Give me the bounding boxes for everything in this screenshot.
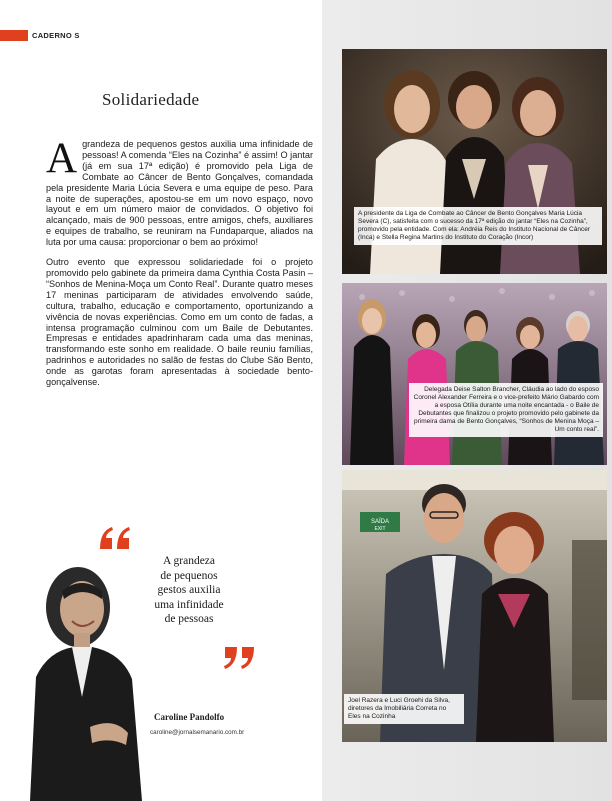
quote-line: de pequenos bbox=[160, 569, 218, 582]
photo-baile bbox=[342, 283, 607, 465]
quote-line: de pessoas bbox=[164, 613, 214, 625]
photo-caption: A presidente da Liga de Combate ao Câncer de Bento Gonçalves Maria Lúcia Severa (C), satisfeita com o sucesso da 17ª edição do jantar “Eles na Cozinha”, promovido pela entidade. Com ela: Andréia Reis do Instituto Nacional de Câncer (Inca) e Stella Regina Martins do Instituto do Coração (Incor) bbox=[354, 207, 602, 245]
quote-line: gestos auxilia bbox=[157, 584, 221, 596]
quote-close-icon bbox=[222, 645, 256, 671]
quote-text bbox=[140, 554, 238, 627]
exit-sign-subtext: EXIT bbox=[374, 526, 386, 532]
photo-imobiliaria bbox=[342, 470, 607, 742]
pull-quote bbox=[0, 525, 322, 801]
article-paragraph-2: Outro evento que expressou solidariedade foi o projeto promovido pelo gabinete da primeira dama Cynthia Costa Pasin – “Sonhos de Menina-Moça um Conto Real”. Durante quatro meses 17 meninas participaram de atividades envolvendo saúde, cultura, trabalho, educação e comportamento, oportunizando a vivência de novas experiências. Como em um conto de fadas, a intensa programação culminou com um Baile de Debutantes. Empresas e entidades apadrinharam cada uma das meninas, transformando este sonho em realidade. O baile reuniu famílias, padrinhos e autoridades no salão de festas do Clube São Bento, onde as garotas foram apresentadas à sociedade bento-gonçalvense. bbox=[46, 257, 313, 388]
columnist-photo bbox=[18, 547, 150, 801]
quote-open-icon bbox=[98, 525, 132, 551]
quote-line: uma infinidade bbox=[154, 598, 224, 611]
article-paragraph-1 bbox=[46, 135, 313, 248]
photo-jantar bbox=[342, 49, 607, 274]
photo-image bbox=[342, 283, 607, 465]
exit-sign-text: SAÍDA bbox=[370, 519, 390, 525]
drop-cap: A bbox=[46, 135, 78, 182]
section-label: CADERNO S bbox=[32, 31, 80, 40]
section-tag bbox=[0, 30, 80, 41]
author-email: caroline@jornalsemanario.com.br bbox=[150, 729, 245, 736]
quote-line: A grandeza bbox=[162, 555, 216, 567]
paragraph-1-text: grandeza de pequenos gestos auxilia uma infinidade de pessoas! A comenda “Eles na Cozinha” é assim! O jantar (já em sua 17ª edição) é promovido pela Liga de Combate ao Câncer de Bento Gonçalves, comandada pela presidente Maria Lúcia Severa e uma equipe de peso. Para a noite de superações, apostou-se em um novo espaço, novo layout e em um número maior de convidados. O objetivo foi alcançado, mais de 900 pessoas, entre amigos, chefs, auxiliares e equipes de trabalho, se reuniram na Fundaparque, aliados na luta por uma causa: proporcionar o bem ao próximo! bbox=[46, 139, 313, 248]
article-body bbox=[46, 135, 313, 397]
photo-caption: Joel Razera e Luci Groehi da Silva, diretores da Imobiliária Correta no Eles na Cozinha bbox=[344, 694, 464, 724]
author-name: Caroline Pandolfo bbox=[154, 712, 225, 722]
photo-caption: Delegada Deise Salton Brancher, Cláudia ao lado do esposo Coronel Alexander Ferreira e o vice-prefeito Mário Gabardo com a esposa Otília durante uma noite encantada - o Baile de Debutantes que finalizou o projeto promovido pelo gabinete da primeira dama de Bento Gonçalves, “Sonhos de Menina Moça – Um conto real”. bbox=[409, 383, 603, 437]
article-title: Solidariedade bbox=[102, 90, 200, 109]
section-accent-bar bbox=[0, 30, 28, 41]
